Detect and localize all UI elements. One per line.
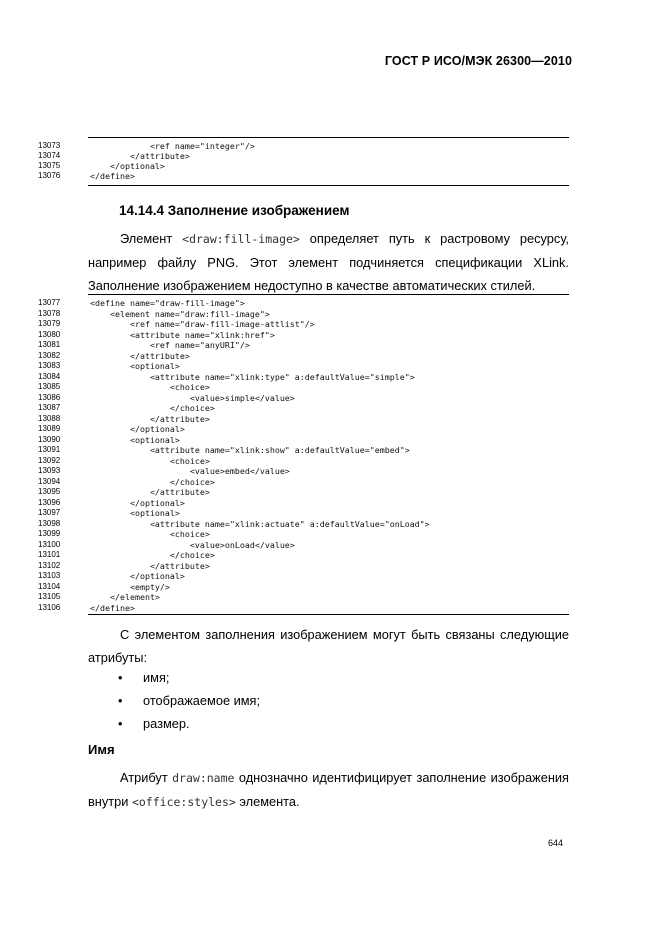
line-number: 13095 [38,487,61,496]
line-number: 13079 [38,319,61,328]
code-text: <value>simple</value> [90,392,295,403]
line-number: 13099 [38,529,61,538]
element-name: <office:styles> [131,795,236,809]
code-text: <attribute name="xlink:href"> [90,329,275,340]
code-text: <choice> [90,455,210,466]
line-number: 13076 [38,171,61,180]
code-text: </choice> [90,550,215,560]
line-number: 13082 [38,350,61,360]
bullet-dot: • [118,693,123,708]
line-number: 13094 [38,476,61,486]
code-text: </optional> [90,497,185,508]
code-text: <attribute name="xlink:type" a:defaultValue="simple"> [90,371,415,382]
code-text: <value>embed</value> [90,466,290,476]
code-text: </attribute> [90,487,210,497]
list-item [118,689,260,712]
paragraph-text: С элементом заполнения изображением могут быть связаны следующие атрибуты: [88,627,569,665]
line-number: 13090 [38,434,61,444]
line-number: 13093 [38,466,61,475]
list-item-text: отображаемое имя; [143,693,261,708]
page-header: ГОСТ Р ИСО/МЭК 26300—2010 [384,54,572,68]
code-text: </optional> [90,424,185,434]
line-number: 13101 [38,550,61,559]
code-text: <choice> [90,529,210,539]
code-text: <ref name="draw-fill-image-attlist"/> [90,319,315,329]
line-number: 13103 [38,571,61,580]
list-item-text: размер. [143,716,190,731]
line-number: 13081 [38,340,61,349]
line-number: 13106 [38,602,61,612]
line-number: 13097 [38,508,61,517]
code-text: </attribute> [90,350,190,361]
code-text: </element> [90,592,160,602]
code-text: </define> [90,602,135,613]
line-number: 13077 [38,298,61,307]
line-number: 13098 [38,518,61,528]
line-number: 13104 [38,581,61,591]
paragraph-text: однозначно идентифицирует заполнение изображения внутри [88,770,569,809]
code-text: </define> [90,171,135,181]
bullet-dot: • [118,716,123,731]
code-text: <attribute name="xlink:show" a:defaultValue="embed"> [90,445,410,455]
line-number: 13080 [38,329,61,339]
page-number: 644 [548,838,564,848]
line-number: 13074 [38,151,61,160]
line-number: 13089 [38,424,61,433]
line-number: 13075 [38,161,61,170]
bullet-dot: • [118,670,123,685]
paragraph-attributes-intro [88,623,569,669]
code-text: </attribute> [90,560,210,571]
line-number: 13073 [38,141,61,150]
list-item [118,712,260,735]
line-number: 13100 [38,539,61,549]
paragraph-text: определяет путь к растровому ресурсу, например файлу PNG. Этот элемент подчиняется спецификации XLink. Заполнение изображением недоступно в качестве автоматических стилей. [88,231,569,293]
rule-after-top-code [88,185,569,186]
rule-top [88,137,569,138]
code-text: </attribute> [90,151,190,161]
code-text: <optional> [90,508,180,518]
line-number: 13083 [38,361,61,370]
paragraph-name-attribute [88,766,569,814]
code-text: <choice> [90,382,210,392]
line-number: 13087 [38,403,61,412]
code-text: </optional> [90,571,185,581]
line-number: 13088 [38,413,61,423]
paragraph-text: Атрибут [120,770,173,785]
line-number: 13105 [38,592,61,601]
attribute-name: draw:name [172,771,235,785]
subsection-heading: Имя [88,742,115,757]
list-item-text: имя; [143,670,170,685]
paragraph-text: Элемент [120,231,183,246]
code-text: <attribute name="xlink:actuate" a:defaultValue="onLoad"> [90,518,430,529]
code-text: </attribute> [90,413,210,424]
code-text: </choice> [90,403,215,413]
line-number: 13091 [38,445,61,454]
section-heading: 14.14.4 Заполнение изображением [119,203,350,218]
code-text: </choice> [90,476,215,487]
code-text: <optional> [90,361,180,371]
rule-before-main-code [88,294,569,295]
rule-after-main-code [88,614,569,615]
code-text: </optional> [90,161,165,171]
paragraph-text: элемента. [235,794,300,809]
line-number: 13078 [38,308,61,318]
line-number: 13086 [38,392,61,402]
line-number: 13084 [38,371,61,381]
list-item [118,666,260,689]
code-text: <define name="draw-fill-image"> [90,298,245,308]
line-number: 13102 [38,560,61,570]
code-text: <optional> [90,434,180,445]
attribute-list [118,666,260,735]
line-number: 13096 [38,497,61,507]
code-text: <element name="draw:fill-image"> [90,308,270,319]
element-name: <draw:fill-image> [182,232,300,246]
code-text: <ref name="anyURI"/> [90,340,250,350]
code-text: <value>onLoad</value> [90,539,295,550]
code-text: <empty/> [90,581,170,592]
line-number: 13092 [38,455,61,465]
paragraph-fill-image [88,227,569,297]
line-number: 13085 [38,382,61,391]
code-text: <ref name="integer"/> [90,141,255,151]
